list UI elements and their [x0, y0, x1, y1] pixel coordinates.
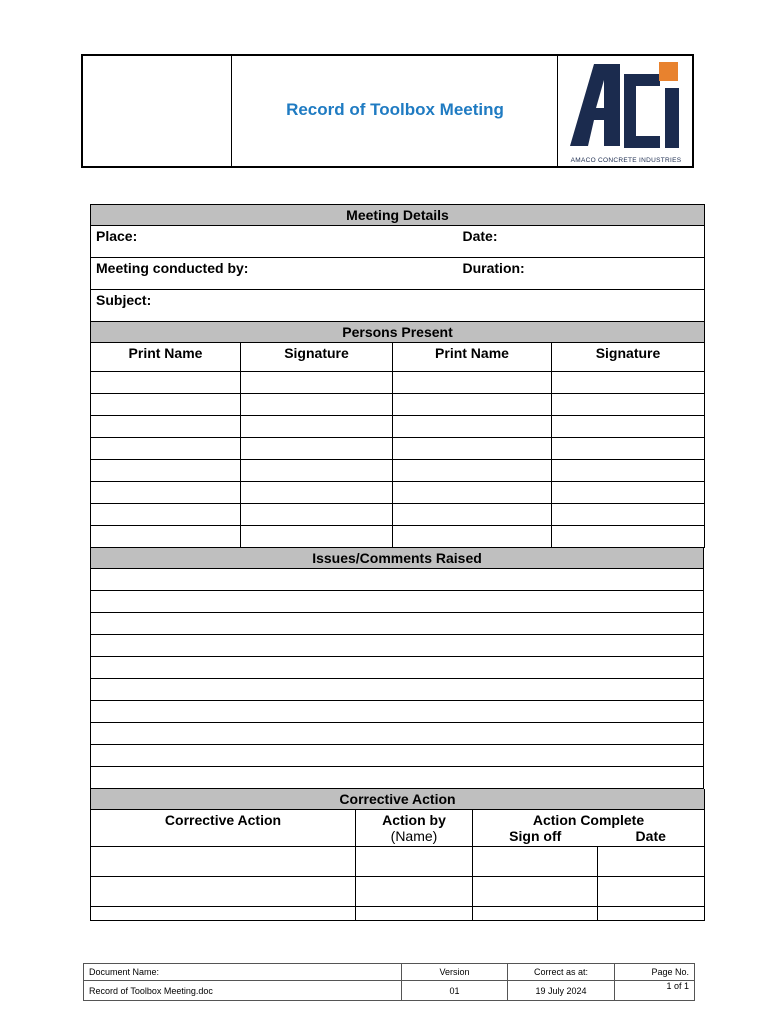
print-name-cell[interactable] — [393, 416, 552, 438]
action-complete-label: Action Complete — [532, 812, 645, 828]
column-header-action-complete — [473, 810, 705, 847]
meeting-form — [90, 204, 704, 921]
sign-off-cell[interactable] — [473, 907, 598, 921]
column-header-signature: Signature — [241, 343, 393, 372]
signature-cell[interactable] — [552, 504, 705, 526]
action-by-sublabel: (Name) — [390, 828, 438, 844]
signature-cell[interactable] — [241, 394, 393, 416]
footer-version: 01 — [402, 981, 508, 1001]
table-row — [91, 460, 705, 482]
signature-cell[interactable] — [552, 394, 705, 416]
section-heading-issues: Issues/Comments Raised — [91, 548, 704, 569]
corrective-action-table — [90, 789, 705, 921]
print-name-cell[interactable] — [393, 394, 552, 416]
subject-label: Subject: — [96, 292, 152, 308]
table-row — [91, 701, 704, 723]
issues-table — [90, 548, 704, 789]
footer-page: 1 of 1 — [615, 981, 695, 1001]
conducted-by-field[interactable] — [91, 258, 458, 290]
signature-cell[interactable] — [241, 482, 393, 504]
print-name-cell[interactable] — [91, 482, 241, 504]
table-row — [91, 679, 704, 701]
table-row — [91, 613, 704, 635]
persons-present-table — [90, 322, 705, 548]
issue-line[interactable] — [91, 613, 704, 635]
section-heading-meeting-details: Meeting Details — [91, 205, 705, 226]
action-by-cell[interactable] — [356, 907, 473, 921]
sign-off-cell[interactable] — [473, 847, 598, 877]
action-by-label: Action by — [382, 812, 446, 828]
section-heading-persons-present: Persons Present — [91, 322, 705, 343]
table-row — [91, 657, 704, 679]
corrective-action-cell[interactable] — [91, 907, 356, 921]
signature-cell[interactable] — [552, 526, 705, 548]
print-name-cell[interactable] — [393, 526, 552, 548]
date-cell[interactable] — [598, 847, 705, 877]
signature-cell[interactable] — [241, 526, 393, 548]
table-row — [91, 745, 704, 767]
aci-logo — [562, 58, 692, 168]
issue-line[interactable] — [91, 657, 704, 679]
header-divider — [557, 54, 558, 168]
logo-letter-a — [570, 64, 620, 146]
section-heading-corrective-action: Corrective Action — [91, 789, 705, 810]
issue-line[interactable] — [91, 569, 704, 591]
corrective-action-label: Corrective Action — [164, 812, 282, 828]
print-name-cell[interactable] — [91, 372, 241, 394]
sign-off-label: Sign off — [509, 828, 562, 844]
subject-field[interactable] — [91, 290, 705, 322]
issue-line[interactable] — [91, 591, 704, 613]
print-name-cell[interactable] — [91, 394, 241, 416]
print-name-cell[interactable] — [91, 460, 241, 482]
logo-orange-square — [659, 62, 678, 81]
logo-letter-c — [624, 74, 660, 148]
table-row — [91, 526, 705, 548]
conducted-by-label: Meeting conducted by: — [96, 260, 249, 276]
column-header-print-name: Print Name — [393, 343, 552, 372]
signature-cell[interactable] — [552, 482, 705, 504]
footer-version-label: Version — [402, 964, 508, 981]
signature-cell[interactable] — [552, 416, 705, 438]
issue-line[interactable] — [91, 679, 704, 701]
table-row — [91, 569, 704, 591]
action-by-cell[interactable] — [356, 877, 473, 907]
signature-cell[interactable] — [241, 460, 393, 482]
print-name-cell[interactable] — [91, 438, 241, 460]
footer-doc-name-label: Document Name: — [84, 964, 402, 981]
document-title: Record of Toolbox Meeting — [286, 100, 504, 119]
footer-doc-name: Record of Toolbox Meeting.doc — [84, 981, 402, 1001]
date-cell[interactable] — [598, 877, 705, 907]
table-row — [91, 372, 705, 394]
footer-correct-date: 19 July 2024 — [508, 981, 615, 1001]
issue-line[interactable] — [91, 635, 704, 657]
duration-label: Duration: — [462, 260, 525, 276]
signature-cell[interactable] — [552, 460, 705, 482]
table-row — [91, 723, 704, 745]
corrective-action-cell[interactable] — [91, 877, 356, 907]
table-row — [91, 438, 705, 460]
print-name-cell[interactable] — [393, 460, 552, 482]
table-row — [91, 394, 705, 416]
print-name-cell[interactable] — [393, 504, 552, 526]
print-name-cell[interactable] — [91, 416, 241, 438]
signature-cell[interactable] — [552, 372, 705, 394]
print-name-cell[interactable] — [393, 372, 552, 394]
column-header-print-name: Print Name — [91, 343, 241, 372]
logo-letter-i — [665, 88, 679, 148]
signature-cell[interactable] — [241, 416, 393, 438]
signature-cell[interactable] — [552, 438, 705, 460]
issue-line[interactable] — [91, 701, 704, 723]
place-field[interactable] — [91, 226, 458, 258]
date-label: Date: — [462, 228, 498, 244]
table-row — [91, 635, 704, 657]
place-label: Place: — [96, 228, 138, 244]
meeting-details-table — [90, 204, 705, 322]
column-header-signature: Signature — [552, 343, 705, 372]
date-column-label: Date — [635, 828, 666, 844]
issue-line[interactable] — [91, 745, 704, 767]
sign-off-cell[interactable] — [473, 877, 598, 907]
print-name-cell[interactable] — [91, 504, 241, 526]
footer-page-label: Page No. — [615, 964, 695, 981]
signature-cell[interactable] — [241, 372, 393, 394]
table-row — [91, 482, 705, 504]
column-header-action-by — [356, 810, 473, 847]
issue-line[interactable] — [91, 767, 704, 789]
table-row — [91, 767, 704, 789]
date-cell[interactable] — [598, 907, 705, 921]
footer-correct-label: Correct as at: — [508, 964, 615, 981]
print-name-cell[interactable] — [393, 438, 552, 460]
signature-cell[interactable] — [241, 504, 393, 526]
duration-field[interactable] — [458, 258, 705, 290]
print-name-cell[interactable] — [393, 482, 552, 504]
action-by-cell[interactable] — [356, 847, 473, 877]
document-footer — [83, 963, 695, 1001]
signature-cell[interactable] — [241, 438, 393, 460]
print-name-cell[interactable] — [91, 526, 241, 548]
issues-rows — [91, 569, 704, 789]
column-header-corrective-action — [91, 810, 356, 847]
issue-line[interactable] — [91, 723, 704, 745]
table-row — [91, 416, 705, 438]
corrective-action-cell[interactable] — [91, 847, 356, 877]
table-row — [91, 591, 704, 613]
date-field[interactable] — [458, 226, 705, 258]
logo-caption: AMACO CONCRETE INDUSTRIES — [570, 157, 682, 164]
table-row — [91, 504, 705, 526]
header-divider — [231, 54, 232, 168]
persons-rows — [91, 372, 705, 548]
